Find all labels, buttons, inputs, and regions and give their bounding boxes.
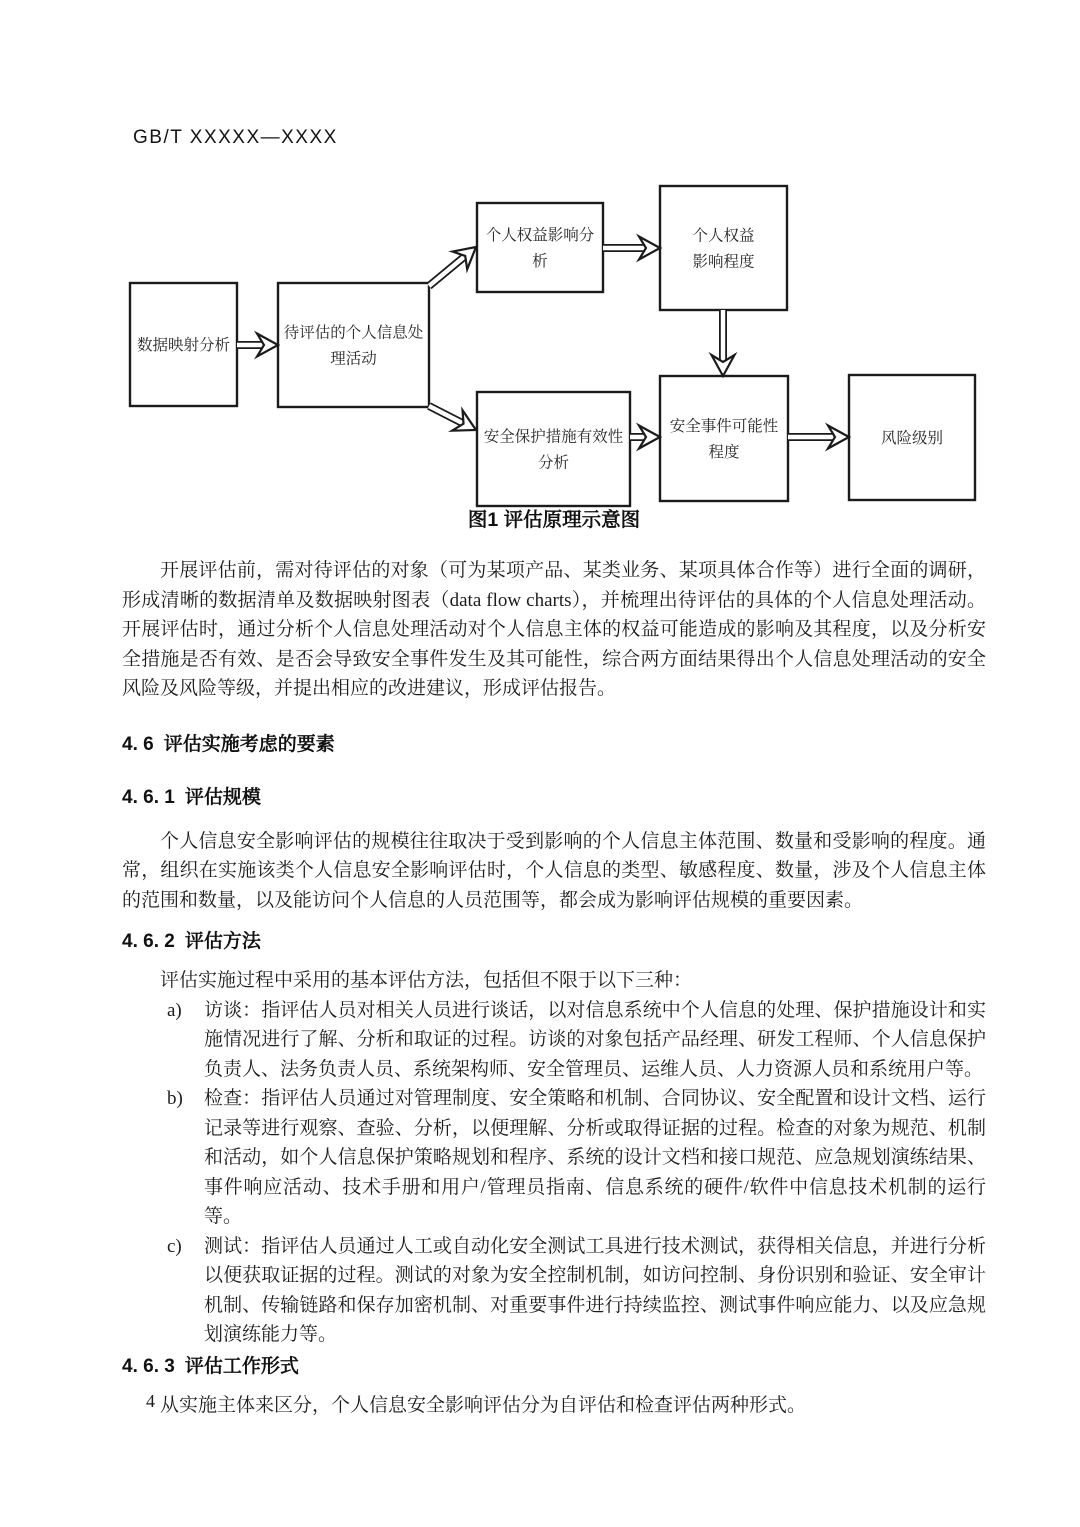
flowchart-node-label-risk-level: 风险级别 — [880, 430, 944, 447]
section-number: 4. 6. 2 — [122, 931, 175, 952]
flowchart-node-label-data-mapping: 数据映射分析 — [136, 337, 231, 354]
list-item-c — [167, 1232, 986, 1350]
flowchart-node-rights-degree — [660, 186, 787, 310]
flowchart-arrow-activity-to-rights-analysis — [429, 238, 483, 286]
section-heading-4-6-3 — [122, 1354, 986, 1380]
list-item-label: c) — [167, 1235, 182, 1257]
section-heading-4-6 — [122, 732, 986, 758]
list-item-text: 测试：指评估人员通过人工或自动化安全测试工具进行技术测试，获得相关信息，并进行分析以便获取证据的过程。测试的对象为安全控制机制，如访问控制、身份识别和验证、安全审计机制、传输链路和保存加密机制、对重要事件进行持续监控、测试事件响应能力、以及应急规划演练能力等。 — [204, 1235, 986, 1345]
paragraph-4-6-1: 个人信息安全影响评估的规模往往取决于受到影响的个人信息主体范围、数量和受影响的程度。通常，组织在实施该类个人信息安全影响评估时，个人信息的类型、敏感程度、数量，涉及个人信息主体的范围和数量，以及能访问个人信息的人员范围等，都会成为影响评估规模的重要因素。 — [122, 830, 986, 911]
flowchart-arrow-mapping-to-activity — [237, 334, 278, 357]
flowchart-arrow-likelihood-to-risk — [788, 426, 849, 449]
section-title: 评估规模 — [184, 786, 261, 808]
paragraph-4-6-3: 从实施主体来区分，个人信息安全影响评估分为自评估和检查评估两种形式。 — [160, 1394, 807, 1416]
section-number: 4. 6. 3 — [122, 1355, 175, 1377]
flowchart-arrow-safeguard-to-likelihood — [630, 426, 660, 449]
section-heading-4-6-1 — [122, 785, 986, 811]
section-heading-4-6-2 — [122, 929, 986, 955]
section-title: 评估工作形式 — [184, 1355, 299, 1377]
flowchart-node-incident-likelihood — [660, 376, 788, 501]
paragraph-4-6-2-intro: 评估实施过程中采用的基本评估方法，包括但不限于以下三种： — [160, 970, 693, 991]
section-title: 评估方法 — [184, 931, 261, 952]
page-number: 4 — [146, 1391, 155, 1411]
flowchart-node-label-activity: 待评估的个人信息处理活动 — [283, 324, 424, 368]
flowchart-arrow-degree-to-likelihood — [712, 310, 735, 376]
figure-caption: 图1 评估原理示意图 — [467, 509, 641, 531]
section-number: 4. 6 — [122, 733, 154, 755]
list-item-a — [167, 996, 986, 1085]
flowchart-node-rights-analysis — [477, 203, 603, 292]
assessment-method-list — [167, 996, 986, 1350]
list-item-text: 检查：指评估人员通过对管理制度、安全策略和机制、合同协议、安全配置和设计文档、运行记录等进行观察、查验、分析，以便理解、分析或取得证据的过程。检查的对象为规范、机制和活动，如个人信息保护策略规划和程序、系统的设计文档和接口规范、应急规划演练结果、事件响应活动、技术手册和用户/管理员指南、信息系统的硬件/软件中信息技术机制的运行等。 — [204, 1088, 986, 1227]
section-number: 4. 6. 1 — [122, 786, 175, 808]
flowchart-arrow-rights-analysis-to-degree — [603, 237, 660, 260]
flowchart-node-label-incident-likelihood: 安全事件可能性程度 — [669, 418, 779, 461]
flowchart-arrow-activity-to-safeguard-analysis — [429, 406, 481, 440]
flowchart-node-safeguard-analysis — [477, 392, 630, 506]
assessment-principle-flowchart — [0, 0, 1080, 520]
content-column — [122, 505, 986, 1420]
list-item-label: b) — [167, 1088, 183, 1109]
list-item-b — [167, 1084, 986, 1232]
list-item-label: a) — [167, 999, 182, 1021]
section-title: 评估实施考虑的要素 — [163, 733, 335, 755]
flowchart-node-label-rights-degree: 个人权益影响程度 — [692, 227, 755, 271]
flowchart-node-label-rights-analysis: 个人权益影响分析 — [485, 227, 595, 270]
intro-paragraph: 开展评估前，需对待评估的对象（可为某项产品、某类业务、某项具体合作等）进行全面的调研，形成清晰的数据清单及数据映射图表（data flow charts），并梳理出待评估的具体的个人信息处理活动。开展评估时，通过分析个人信息处理活动对个人信息主体的权益可能造成的影响及其程度，以及分析安全措施是否有效、是否会导致安全事件发生及其可能性，综合两方面结果得出个人信息处理活动的安全风险及风险等级，并提出相应的改进建议，形成评估报告。 — [122, 560, 986, 699]
standard-code: GB/T XXXXX—XXXX — [133, 127, 338, 148]
list-item-text: 访谈：指评估人员对相关人员进行谈话，以对信息系统中个人信息的处理、保护措施设计和实施情况进行了解、分析和取证的过程。访谈的对象包括产品经理、研发工程师、个人信息保护负责人、法务负责人员、系统架构师、安全管理员、运维人员、人力资源人员和系统用户等。 — [204, 999, 986, 1080]
flowchart-node-label-safeguard-analysis: 安全保护措施有效性分析 — [483, 428, 624, 472]
flowchart-node-activity — [278, 283, 429, 407]
